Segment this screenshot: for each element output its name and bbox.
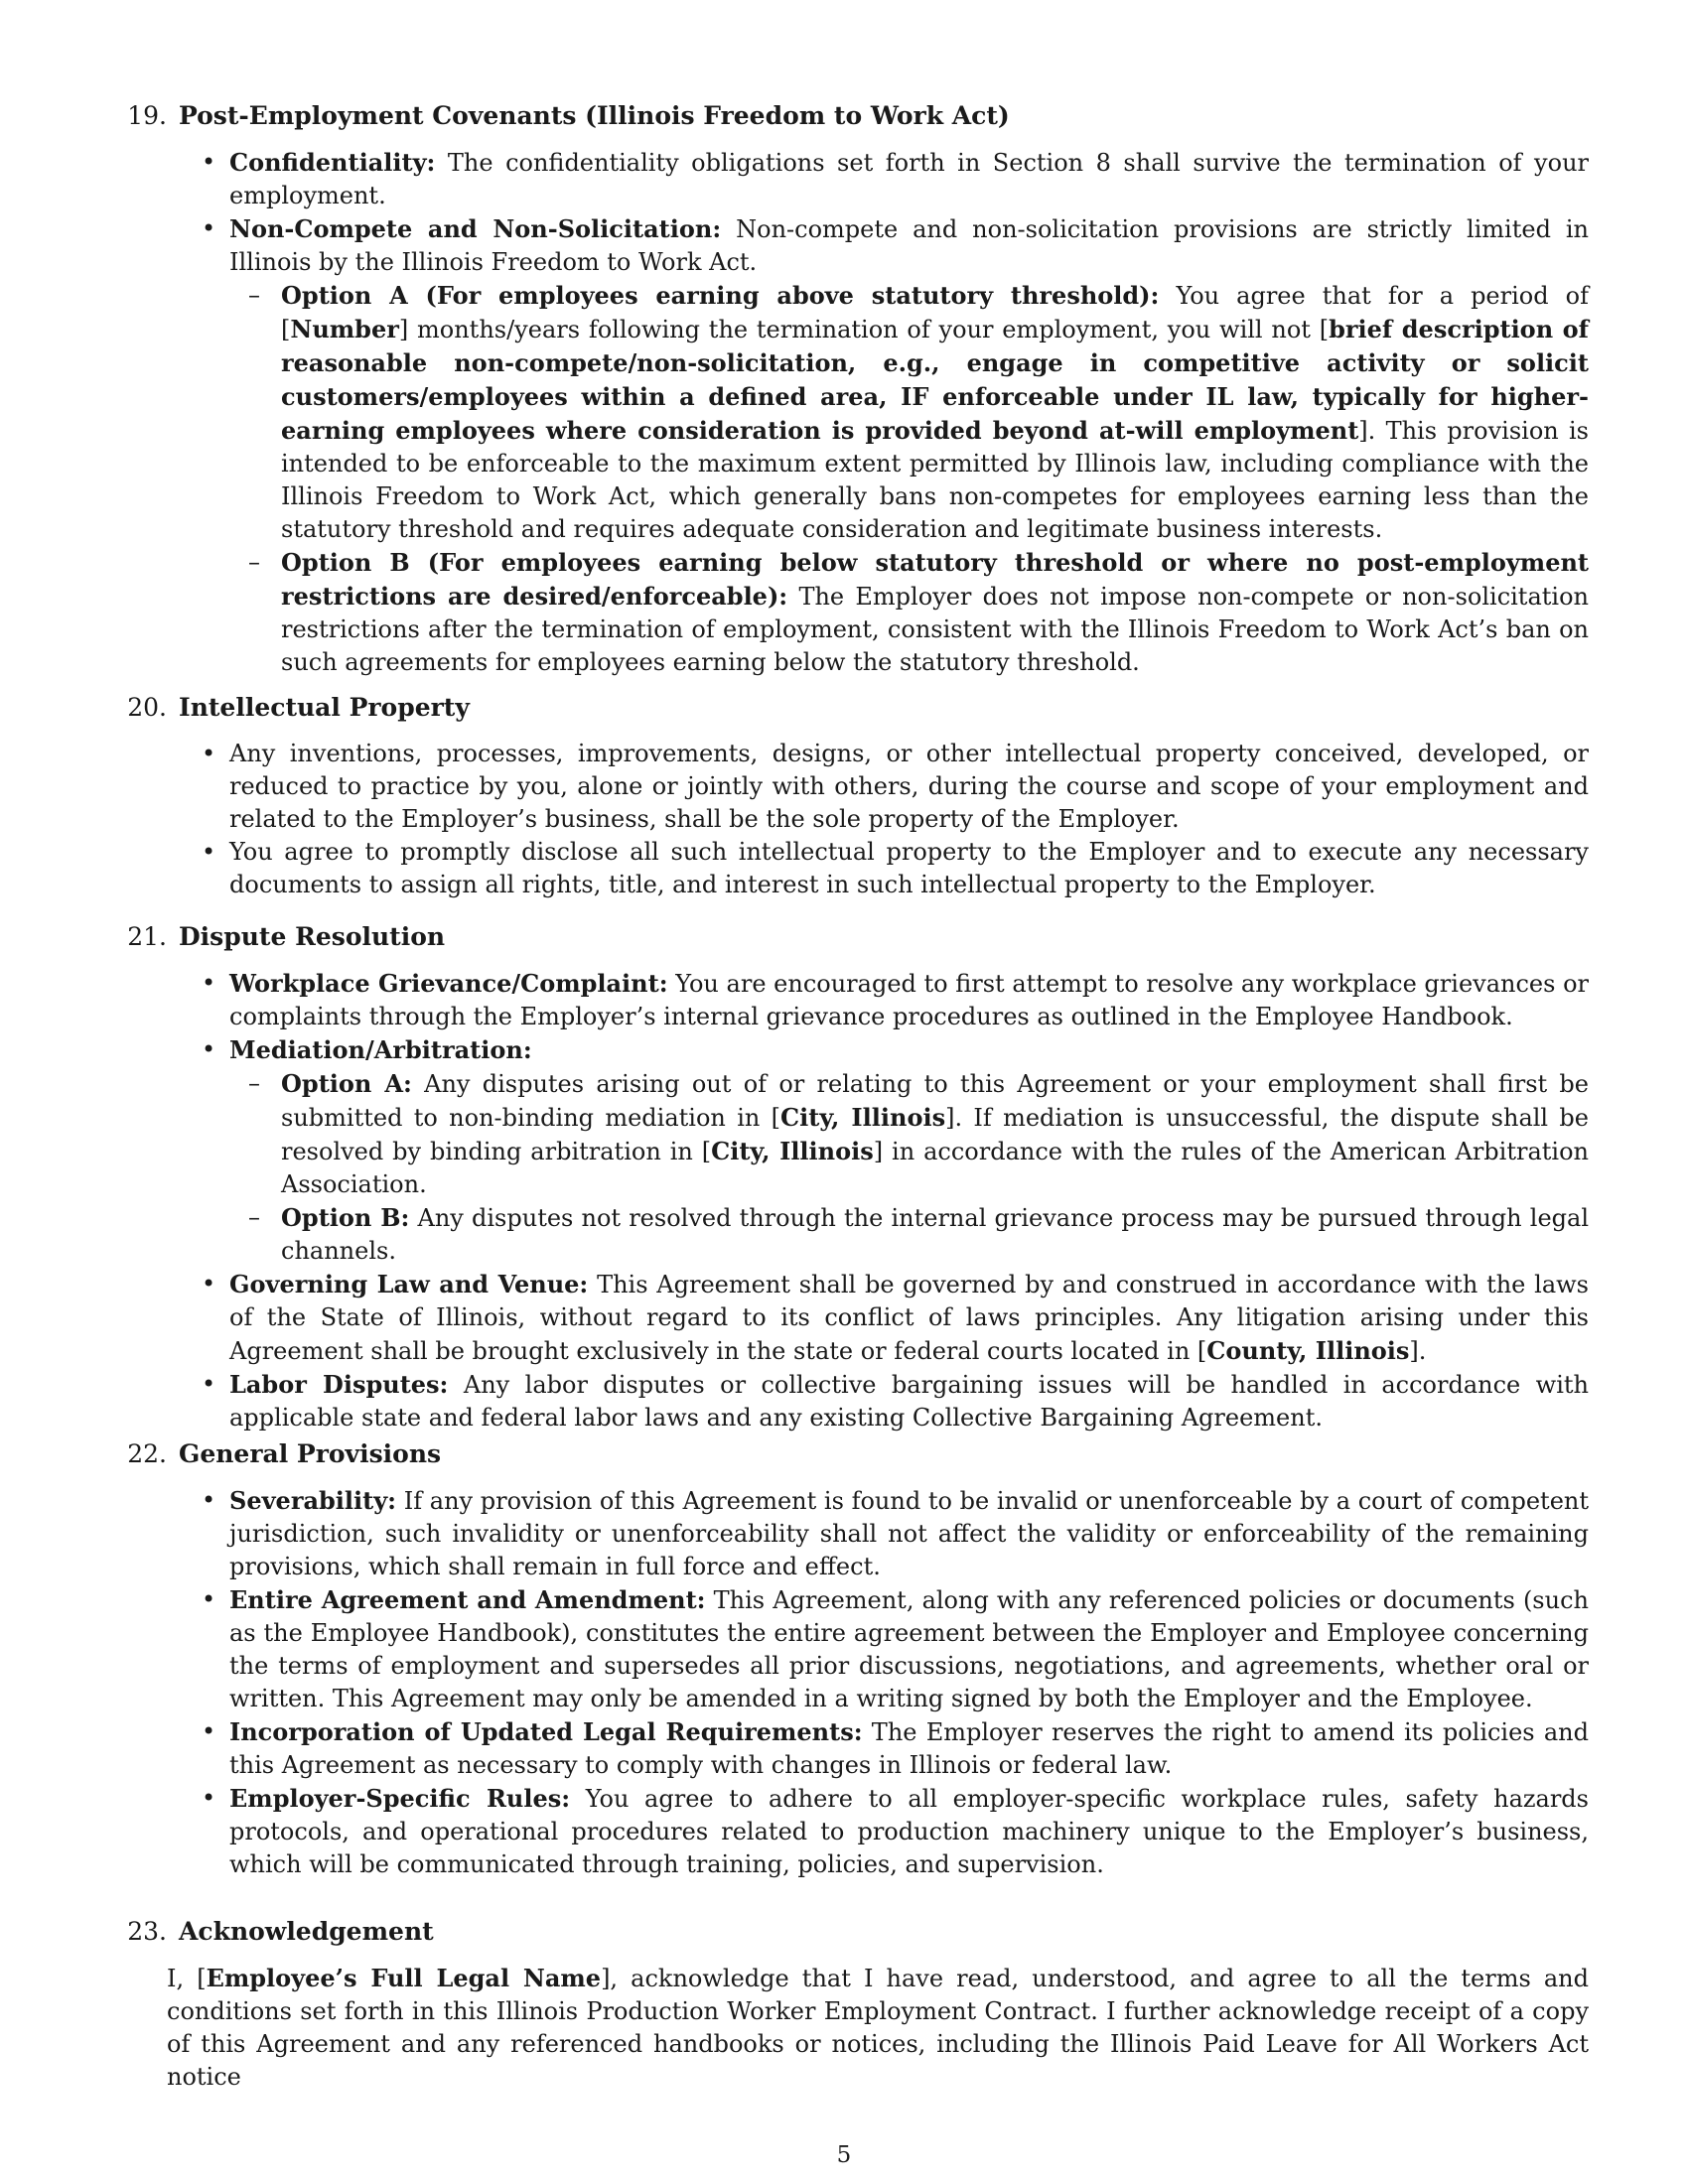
section-number: 22. <box>127 1439 167 1468</box>
item-text: Non-compete and non-solicitation provisions are strictly limited in Illinois by the Illinois Freedom to Work Act. <box>229 215 1590 276</box>
item-text: You are encouraged to first attempt to resolve any workplace grievances or complaints through the Employer’s internal grievance procedures as outlined in the Employee Handbook. <box>229 970 1589 1030</box>
item-text: You agree to adhere to all employer-specific workplace rules, safety hazards protocols, and operational procedures related to production machinery unique to the Employer’s business, which will be communicated through training, policies, and supervision. <box>229 1785 1589 1878</box>
item-text: ]. <box>1409 1337 1427 1365</box>
section-number: 23. <box>127 1917 167 1946</box>
section-heading <box>119 99 1589 132</box>
placeholder-field: Employee’s Full Legal Name <box>206 1964 602 1992</box>
option-label: Option A: <box>281 1069 412 1098</box>
list-item <box>119 1782 1589 1881</box>
section-heading <box>119 920 1589 953</box>
item-label: Workplace Grievance/Complaint: <box>229 969 668 998</box>
section-22 <box>119 1437 1589 1881</box>
list-item <box>119 1368 1589 1434</box>
option-text: ] months/years following the termination of your employment, you will not [ <box>398 316 1330 343</box>
option-label: Option B: <box>281 1203 410 1232</box>
item-label: Entire Agreement and Amendment: <box>229 1585 706 1614</box>
sub-item <box>119 279 1589 546</box>
section-20 <box>119 691 1589 901</box>
section-23 <box>119 1915 1589 2094</box>
placeholder-field: brief description of reasonable non-compete/non-solicitation, e.g., engage in competitive activity or solicit customers/employees within a defined area, IF enforceable under IL law, typically for higher-earning employees where consideration is provided beyond at-will employment <box>281 315 1589 445</box>
list-item <box>119 1033 1589 1067</box>
placeholder-field: Number <box>290 315 399 343</box>
item-text: Any labor disputes or collective bargaining issues will be handled in accordance with applicable state and federal labor laws and any existing Collective Bargaining Agreement. <box>229 1371 1589 1432</box>
sub-item <box>119 1201 1589 1268</box>
placeholder-field: City, Illinois <box>711 1137 874 1165</box>
option-text: You agree that for a period of [ <box>281 282 1589 343</box>
section-number: 19. <box>127 101 167 130</box>
item-text: This Agreement, along with any referenced policies or documents (such as the Employee Handbook), constitutes the entire agreement between the Employer and Employee concerning the terms of employment and supersedes all prior discussions, negotiations, and agreements, whether oral or written. This Agreement may only be amended in a writing signed by both the Employer and the Employee. <box>229 1586 1589 1712</box>
page-number: 5 <box>836 2142 852 2168</box>
item-label: Severability: <box>229 1486 397 1515</box>
option-text: ] in accordance with the rules of the American Arbitration Association. <box>281 1138 1589 1198</box>
section-title: Post-Employment Covenants (Illinois Freedom to Work Act) <box>179 101 1010 130</box>
item-text: You agree to promptly disclose all such intellectual property to the Employer and to execute any necessary documents to assign all rights, title, and interest in such intellectual property to the Employer. <box>229 838 1589 898</box>
list-item <box>119 1583 1589 1715</box>
section-title: Dispute Resolution <box>179 922 446 951</box>
option-label: Option B (For employees earning below statutory threshold or where no post-employment restrictions are desired/enforceable): <box>281 548 1589 611</box>
section-heading <box>119 1915 1589 1948</box>
option-label: Option A (For employees earning above statutory threshold): <box>281 281 1160 310</box>
item-label: Governing Law and Venue: <box>229 1270 589 1298</box>
list-item <box>119 967 1589 1033</box>
section-heading <box>119 691 1589 724</box>
sub-item <box>119 1067 1589 1201</box>
item-text: The Employer reserves the right to amend its policies and this Agreement as necessary to comply with changes in Illinois or federal law. <box>229 1718 1589 1779</box>
list-item <box>119 1484 1589 1583</box>
list-item <box>119 1268 1589 1368</box>
acknowledgement-paragraph <box>119 1962 1589 2094</box>
sub-item <box>119 546 1589 679</box>
list-item <box>119 738 1589 836</box>
section-19 <box>119 99 1589 679</box>
section-number: 21. <box>127 922 167 951</box>
list-item <box>119 212 1589 279</box>
option-text: ]. If mediation is unsuccessful, the dispute shall be resolved by binding arbitration in [ <box>281 1104 1589 1165</box>
option-text: The Employer does not impose non-compete or non-solicitation restrictions after the termination of employment, consistent with the Illinois Freedom to Work Act’s ban on such agreements for employees earning below the statutory threshold. <box>281 583 1589 676</box>
item-label: Mediation/Arbitration: <box>229 1035 532 1064</box>
list-item <box>119 836 1589 901</box>
item-text: The confidentiality obligations set forth in Section 8 shall survive the termination of your employment. <box>229 149 1589 209</box>
item-label: Labor Disputes: <box>229 1370 449 1399</box>
item-label: Incorporation of Updated Legal Requirements: <box>229 1717 863 1746</box>
item-label: Confidentiality: <box>229 148 436 177</box>
section-21 <box>119 920 1589 1434</box>
section-number: 20. <box>127 693 167 722</box>
bullet-list <box>119 1484 1589 1881</box>
bullet-list <box>119 967 1589 1434</box>
bullet-list <box>119 146 1589 679</box>
section-title: General Provisions <box>179 1439 442 1468</box>
item-label: Employer-Specific Rules: <box>229 1784 571 1813</box>
option-text: Any disputes not resolved through the internal grievance process may be pursued through legal channels. <box>281 1204 1589 1265</box>
paragraph-text: I, [ <box>167 1965 207 1992</box>
placeholder-field: City, Illinois <box>780 1103 946 1132</box>
list-item <box>119 146 1589 212</box>
list-item <box>119 1715 1589 1782</box>
section-heading <box>119 1437 1589 1470</box>
paragraph-text: ], acknowledge that I have read, understood, and agree to all the terms and conditions set forth in this Illinois Production Worker Employment Contract. I further acknowledge receipt of a copy of this Agreement and any referenced handbooks or notices, including the Illinois Paid Leave for All Workers Act notice <box>167 1965 1590 2091</box>
placeholder-field: County, Illinois <box>1206 1336 1410 1365</box>
item-text: If any provision of this Agreement is found to be invalid or unenforceable by a court of competent jurisdiction, such invalidity or unenforceability shall not affect the validity or enforceability of the remaining provisions, which shall remain in full force and effect. <box>229 1487 1589 1580</box>
section-title: Intellectual Property <box>179 693 470 722</box>
item-text: Any inventions, processes, improvements, designs, or other intellectual property conceived, developed, or reduced to practice by you, alone or jointly with others, during the course and scope of your employment and related to the Employer’s business, shall be the sole property of the Employer. <box>229 740 1589 833</box>
item-label: Non-Compete and Non-Solicitation: <box>229 214 722 243</box>
section-title: Acknowledgement <box>179 1917 434 1946</box>
item-text: This Agreement shall be governed by and construed in accordance with the laws of the State of Illinois, without regard to its conflict of laws principles. Any litigation arising under this Agreement shall be brought exclusively in the state or federal courts located in [ <box>229 1271 1589 1365</box>
option-text: ]. This provision is intended to be enforceable to the maximum extent permitted by Illinois law, including compliance with the Illinois Freedom to Work Act, which generally bans non-competes for employees earning less than the statutory threshold and requires adequate consideration and legitimate business interests. <box>281 417 1589 543</box>
bullet-list <box>119 738 1589 901</box>
option-text: Any disputes arising out of or relating to this Agreement or your employment shall first be submitted to non-binding mediation in [ <box>281 1070 1590 1132</box>
